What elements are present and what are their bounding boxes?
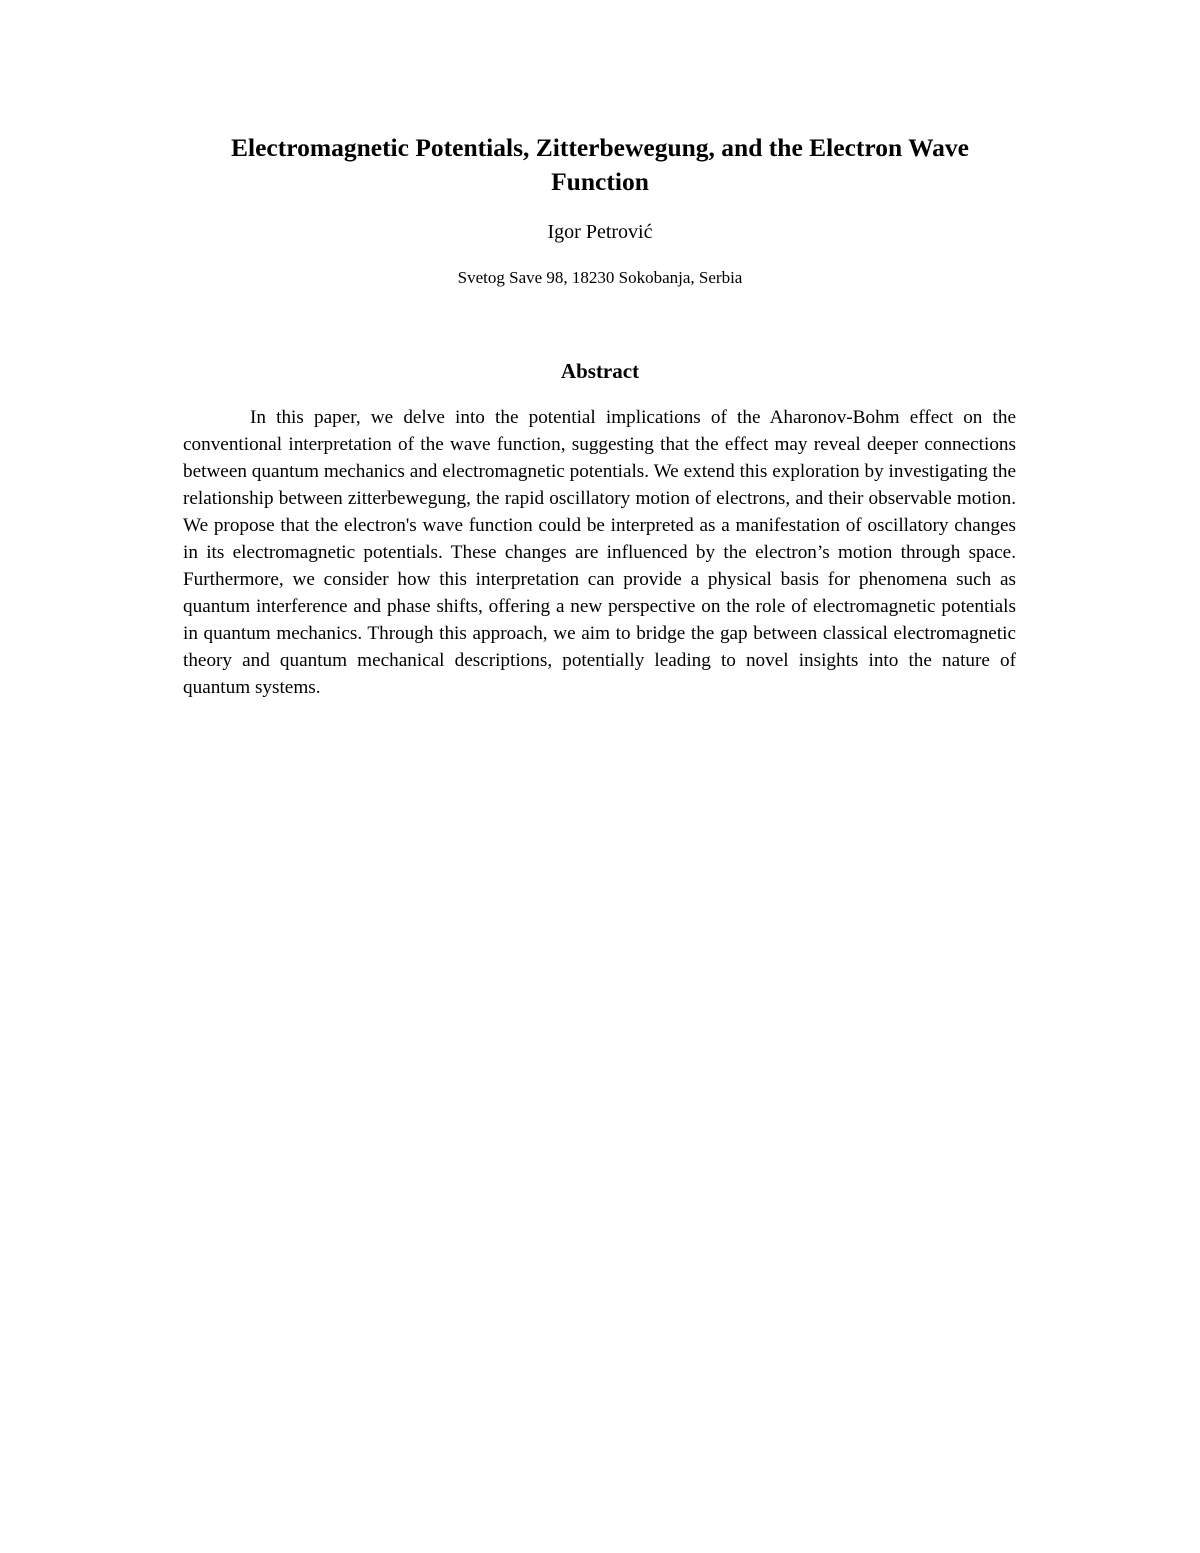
author-name: Igor Petrović [547, 221, 653, 243]
author-affiliation: Svetog Save 98, 18230 Sokobanja, Serbia [457, 268, 743, 287]
abstract-heading: Abstract [560, 359, 640, 383]
paper-title: Electromagnetic Potentials, Zitterbewegung, and the Electron Wave Function [231, 133, 969, 196]
abstract-text: In this paper, we delve into the potential implications of the Aharonov-Bohm effect on the conventional interpretation of the wave function, suggesting that the effect may reveal deeper connections between quantum mechanics and electromagnetic potentials. We extend this exploration by investigating the relationship between zitterbewegung, the rapid oscillatory motion of electrons, and their observable motion. We propose that the electron's wave function could be interpreted as a manifestation of oscillatory changes in its electromagnetic potentials. These changes are influenced by the electron’s motion through space. Furthermore, we consider how this interpretation can provide a physical basis for phenomena such as quantum interference and phase shifts, offering a new perspective on the role of electromagnetic potentials in quantum mechanics. Through this approach, we aim to bridge the gap between classical electromagnetic theory and quantum mechanical descriptions, potentially leading to novel insights into the nature of quantum systems. [183, 407, 1016, 698]
